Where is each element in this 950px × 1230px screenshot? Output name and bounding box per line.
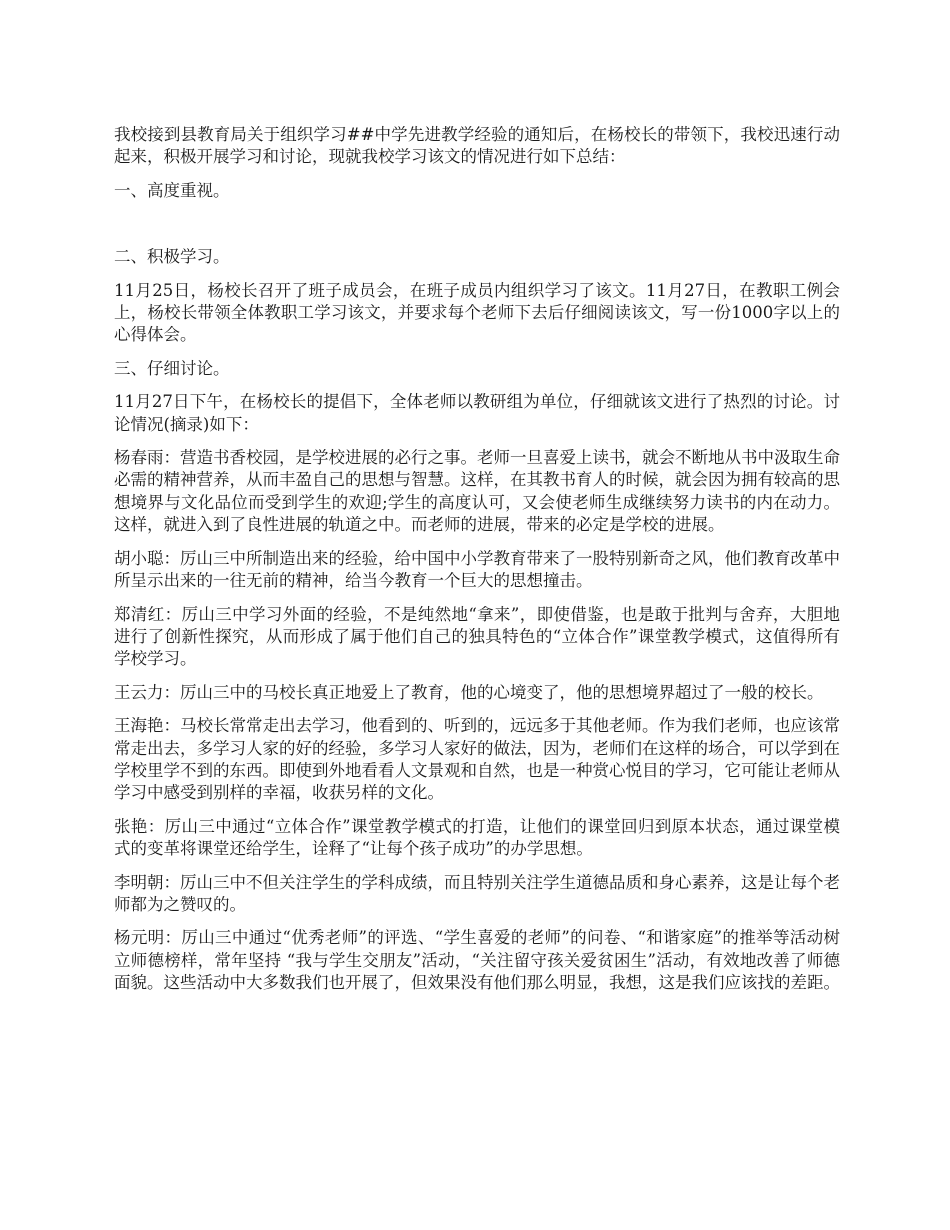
document-body (114, 124, 840, 1006)
section-heading-1: 一、高度重视。 (114, 180, 230, 200)
comment-yang-chunyu: 杨春雨：营造书香校园，是学校进展的必行之事。老师一旦喜爱上读书，就会不断地从书中汲取生命必需的精神营养，从而丰盈自己的思想与智慧。这样，在其教书育人的时候，就会因为拥有较高的思想境界与文化品位而受到学生的欢迎;学生的高度认可，又会使老师生成继续努力读书的内在动力。这样，就进入到了良性进展的轨道之中。而老师的进展，带来的必定是学校的进展。 (114, 448, 840, 535)
comment-wang-yunli: 王云力：厉山三中的马校长真正地爱上了教育，他的心境变了，他的思想境界超过了一般的校长。 (114, 682, 824, 702)
section-heading-3: 三、仔细讨论。 (114, 358, 230, 378)
section-heading-2: 二、积极学习。 (114, 247, 230, 267)
comment-wang-haiyan: 王海艳：马校长常常走出去学习，他看到的、听到的，远远多于其他老师。作为我们老师，也应该常常走出去，多学习人家的好的经验，多学习人家好的做法，因为，老师们在这样的场合，可以学到在学校里学不到的东西。即使到外地看看人文景观和自然，也是一种赏心悦目的学习，它可能让老师从学习中感受到别样的幸福，收获另样的文化。 (114, 716, 840, 803)
comment-zhang-yan: 张艳：厉山三中通过“立体合作”课堂教学模式的打造，让他们的课堂回归到原本状态，通过课堂模式的变革将课堂还给学生，诠释了“让每个孩子成功”的办学思想。 (114, 816, 840, 859)
study-paragraph: 11月25日，杨校长召开了班子成员会，在班子成员内组织学习了该文。11月27日，在教职工例会上，杨校长带领全体教职工学习该文，并要求每个老师下去后仔细阅读该文，写一份1000字以上的心得体会。 (114, 280, 840, 345)
comment-zheng-qinghong: 郑清红：厉山三中学习外面的经验，不是纯然地“拿来”，即使借鉴，也是敢于批判与舍弃，大胆地进行了创新性探究，从而形成了属于他们自己的独具特色的“立体合作”课堂教学模式，这值得所有学校学习。 (114, 604, 840, 669)
discussion-intro-paragraph: 11月27日下午，在杨校长的提倡下，全体老师以教研组为单位，仔细就该文进行了热烈的讨论。讨论情况(摘录)如下： (114, 392, 840, 434)
intro-paragraph: 我校接到县教育局关于组织学习##中学先进教学经验的通知后，在杨校长的带领下，我校迅速行动起来，积极开展学习和讨论，现就我校学习该文的情况进行如下总结： (114, 125, 840, 167)
comment-yang-yuanming: 杨元明：厉山三中通过“优秀老师”的评选、“学生喜爱的老师”的问卷、“和谐家庭”的推举等活动树立师德榜样，常年坚持 “我与学生交朋友”活动，“关注留守孩关爱贫困生”活动，有效地改善了师德面貌。这些活动中大多数我们也开展了，但效果没有他们那么明显，我想，这是我们应该找的差距。 (114, 928, 840, 993)
comment-li-mingchao: 李明朝：厉山三中不但关注学生的学科成绩，而且特别关注学生道德品质和身心素养，这是让每个老师都为之赞叹的。 (114, 872, 840, 914)
comment-hu-xiaocong: 胡小聪：厉山三中所制造出来的经验，给中国中小学教育带来了一股特别新奇之风，他们教育改革中所呈示出来的一往无前的精神，给当今教育一个巨大的思想撞击。 (114, 548, 840, 591)
